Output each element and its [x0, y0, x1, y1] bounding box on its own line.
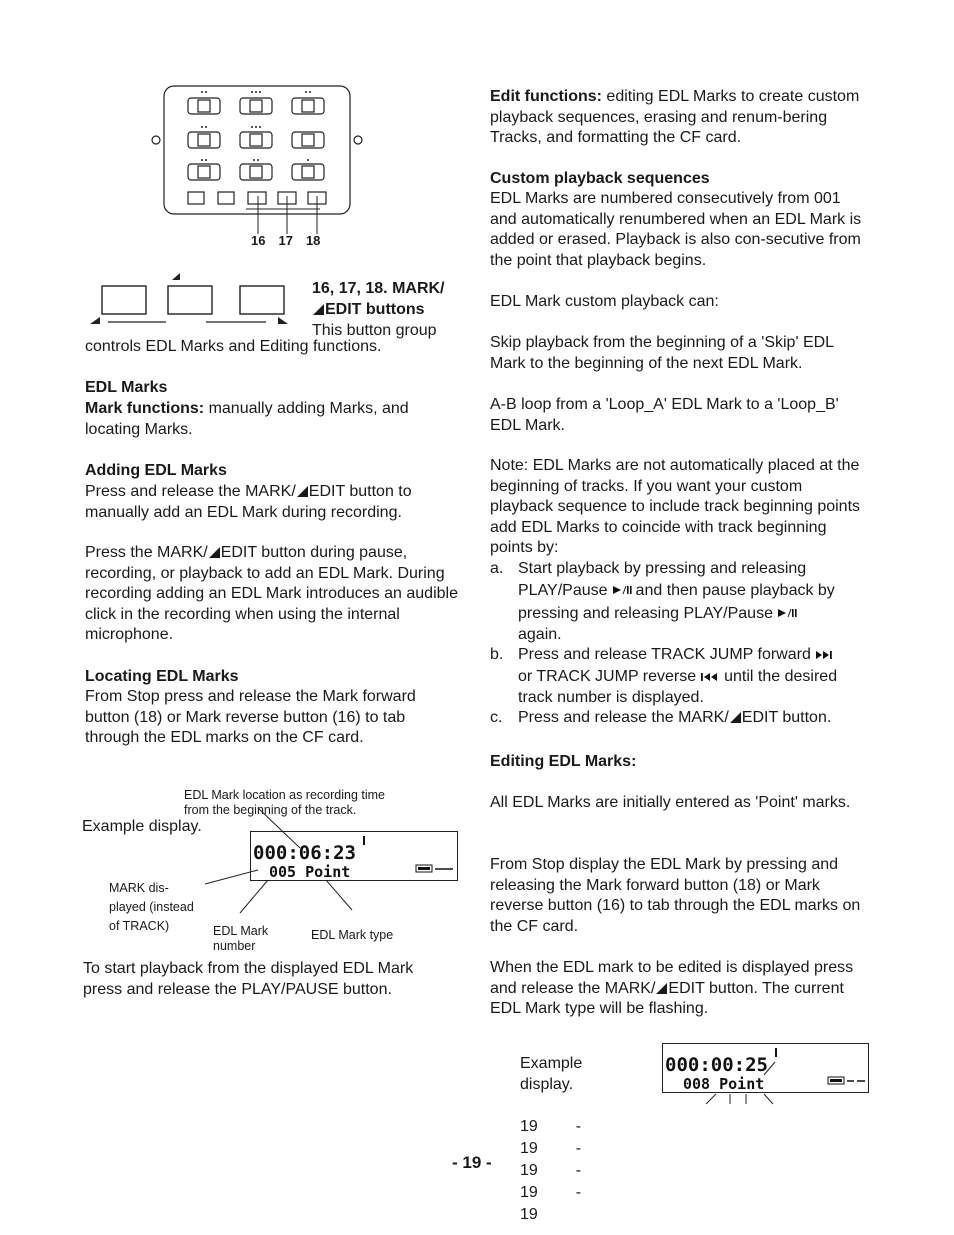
example-display-2-label: Example display. — [520, 1055, 583, 1093]
annotation-mark-type: EDL Mark type — [311, 927, 394, 942]
editing-paragraph-3: When the EDL mark to be edited is displayed press and release the MARK/ EDIT button. The current EDL Mark type will be flashing. — [490, 959, 854, 1018]
custom-heading: Custom playback sequences — [490, 170, 710, 187]
footer-list: 19 - 19 - 19 - 19 - 19 — [520, 1118, 582, 1223]
callout-16: 16 — [251, 233, 266, 248]
battery-icon — [827, 1076, 867, 1086]
mark-edit-buttons-diagram — [86, 272, 298, 328]
start-playback-paragraph: To start playback from the displayed EDL Mark press and release the PLAY/PAUSE button. — [83, 960, 414, 998]
lcd-cursor — [363, 836, 365, 845]
edit-triangle-icon — [209, 547, 220, 558]
lcd-display-example-2 — [662, 1043, 869, 1093]
page-number: - 19 - — [452, 1153, 492, 1172]
track-reverse-icon — [700, 672, 720, 682]
step-c: c. Press and release the MARK/ EDIT button. — [490, 709, 832, 727]
play-pause-icon — [612, 585, 632, 595]
edit-triangle-icon — [656, 983, 667, 994]
editing-paragraph-2: From Stop display the EDL Mark by pressing and releasing the Mark forward button (18) or Mark reverse button (16) to tab through the EDL marks on the CF card. — [490, 856, 861, 935]
example-display-label: Example display. — [82, 818, 202, 835]
mark-functions-paragraph: Mark functions: manually adding Marks, and locating Marks. — [85, 400, 409, 438]
button-panel-diagram — [148, 84, 368, 254]
editing-paragraph-1: All EDL Marks are initially entered as 'Point' marks. — [490, 794, 851, 811]
lcd-mark-point: 005 Point — [269, 863, 351, 881]
annotation-mark-number: EDL Mark number — [213, 923, 269, 953]
lcd-time: 000:06:23 — [253, 842, 356, 864]
custom-paragraph: EDL Marks are numbered consecutively from 001 and automatically renumbered when an EDL Mark is added or erased. Playback is also con-secutive from the point that playback begins. — [490, 190, 862, 269]
lcd-display-example-1 — [250, 831, 458, 881]
edl-marks-heading: EDL Marks — [85, 379, 168, 396]
annotation-mark-displayed: MARK dis- played (instead of TRACK) — [109, 880, 194, 933]
annotation-location: EDL Mark location as recording time from the beginning of the track. — [184, 787, 386, 817]
edit-triangle-icon — [313, 304, 324, 315]
edit-functions-paragraph: Edit functions: editing EDL Marks to create custom playback sequences, erasing and renum-bering Tracks, and formatting the CF card. — [490, 88, 860, 147]
track-forward-icon — [815, 650, 835, 660]
mark-edit-text-1: This button group — [312, 322, 437, 339]
mark-edit-heading: 16, 17, 18. MARK/ EDIT buttons — [312, 280, 445, 318]
callout-18: 18 — [305, 233, 321, 248]
step-b: b. Press and release TRACK JUMP forward or TRACK JUMP reverse until the desired track number is displayed. — [490, 646, 838, 706]
edit-triangle-icon — [730, 712, 741, 723]
locating-paragraph: From Stop press and release the Mark forward button (18) or Mark reverse button (16) to tab through the EDL marks on the CF card. — [85, 688, 416, 747]
callout-17: 17 — [278, 233, 293, 248]
adding-paragraph-2: Press the MARK/ EDIT button during pause, recording, or playback to add an EDL Mark. During recording adding an EDL Mark introduces an audible click in the recording when using the internal microphone. — [85, 544, 458, 644]
callout-numbers — [251, 233, 341, 249]
battery-icon — [415, 864, 455, 874]
skip-paragraph: Skip playback from the beginning of a 'Skip' EDL Mark to the beginning of the next EDL Mark. — [490, 334, 834, 372]
steps-list — [490, 559, 870, 729]
lcd-time-2: 000:00:25 — [665, 1054, 768, 1076]
loop-paragraph: A-B loop from a 'Loop_A' EDL Mark to a 'Loop_B' EDL Mark. — [490, 396, 839, 434]
editing-heading: Editing EDL Marks: — [490, 753, 637, 770]
note-paragraph: Note: EDL Marks are not automatically placed at the beginning of tracks. If you want your custom playback sequence to include track beginning points add EDL Marks to coincide with track beginning points by: — [490, 457, 861, 557]
mark-edit-text-2: controls EDL Marks and Editing functions. — [85, 338, 382, 355]
locating-heading: Locating EDL Marks — [85, 668, 239, 685]
lcd-mark-point-2: 008 Point — [683, 1075, 765, 1093]
adding-paragraph-1: Press and release the MARK/ EDIT button to manually add an EDL Mark during recording. — [85, 483, 412, 521]
edit-triangle-icon — [297, 486, 308, 497]
custom-can-paragraph: EDL Mark custom playback can: — [490, 293, 719, 310]
step-a: a. Start playback by pressing and releasing PLAY/Pause and then pause playback by pressing and releasing PLAY/Pause again. — [490, 560, 835, 643]
adding-heading: Adding EDL Marks — [85, 462, 227, 479]
lcd-cursor-2 — [775, 1048, 777, 1057]
play-pause-icon — [777, 608, 797, 618]
